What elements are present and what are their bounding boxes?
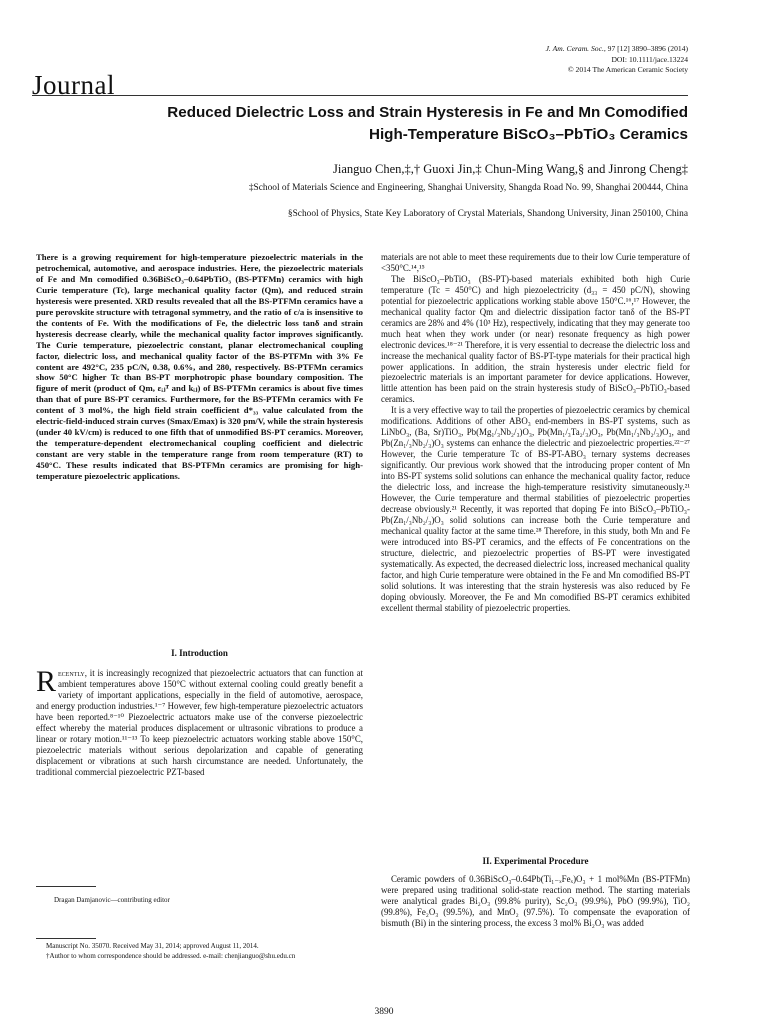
- copyright: © 2014 The American Ceramic Society: [567, 65, 688, 74]
- page-number: 3890: [374, 1007, 394, 1017]
- editor-note: Dragan Damjanovic—contributing editor: [54, 896, 170, 904]
- intro-text: [36, 665, 363, 778]
- intro-body: , it is increasingly recognized that piezoelectric actuators that can function at ambient temperatures above 150°C without external cooling could greatly benefit a variety of important applications, especially in the field of automotive, aerospace, and energy production industries.¹⁻⁷ However, few high-temperature piezoelectric actuators have been reported.⁸⁻¹⁰ Piezoelectric actuators make use of the converse piezoelectric effect whereby the material produces displacement or ultrasonic vibrations to produce a linear or rotary motion.¹¹⁻¹³ To keep piezoelectric actuators working stable above 150°C, piezoelectric materials without serious depolarization and capable of generating displacement or vibrations at such harsh circumstance are needed. Unfortunately, the traditional commercial piezoelectric PZT-based: [36, 668, 363, 777]
- experimental-heading: II. Experimental Procedure: [482, 856, 589, 866]
- journal-abbrev: J. Am. Ceram. Soc.: [545, 44, 604, 53]
- affiliation-1: ‡School of Materials Science and Engineering, Shanghai University, Shangda Road No. 99, Shanghai 200444, China: [248, 183, 688, 193]
- title-line-2: High-Temperature BiScO₃–PbTiO₃ Ceramics: [368, 126, 688, 143]
- footnote-rule-2: [36, 938, 96, 939]
- right-column: [381, 252, 690, 613]
- intro-heading: I. Introduction: [171, 648, 228, 658]
- paragraph-3: It is a very effective way to tail the properties of piezoelectric ceramics by chemical modifications. Additions of other ABO₃ end-members in BS-PT systems, such as LiNbO₃, (Ba, Sr)TiO₃, Pb(Mg₁/₃Nb₂/₃)O₃, Pb(Mn₁/₃Ta₂/₃)O₃, Pb(Mn₁/₃Nb₂/₃)O₃, and Pb(Zn₁/₃Nb₂/₃)O₃ systems can enhance the dielectric and piezoelectric properties.²²⁻²⁷ However, the Curie temperature Tc of BS-PT-ABO₃ ternary systems decreases significantly. Our previous work showed that the introducing proper content of Mn into BS-PT systems solid solutions can enhance the mechanical quality factor, reduce the dielectric loss, and increase the high-temperature resistivity simutaneously.²¹ However, the Curie temperature and thermal stabilities of piezoelectric properties decrease obviously.²¹ Recently, it was reported that doping Fe into BiScO₃–PbTiO₃-Pb(Zn₁/₃Nb₂/₃)O₃ solid solutions can increase both the Curie temperature and mechanical quality factor at the same time.²⁸ Therefore, in this study, both Mn and Fe were introduced into BS-PT ceramics, and the effects of Fe concentrations on the structure, dielectric, and piezoelectric properties of BS-PT were investigated systematically. As expected, the decreased dielectric loss, increased mechanical quality factor, and high Curie temperature were obtained in the Fe and Mn comodified BS-PT solid solutions. It was interesting that the strain hysteresis was also reduced by Fe doping obviously. Moreover, the Fe and Mn comodified BS-PT ceramics exhibited excellent thermal stability of piezoelectric properties.: [381, 405, 690, 613]
- journal-logo: Journal: [32, 70, 115, 100]
- citation-volume: , 97 [12] 3890–3896 (2014): [603, 44, 688, 53]
- title-line-1: Reduced Dielectric Loss and Strain Hysteresis in Fe and Mn Comodified: [167, 104, 688, 121]
- affiliation-2: §School of Physics, State Key Laboratory of Crystal Materials, Shandong University, Jinan 250100, China: [287, 209, 688, 219]
- abstract: There is a growing requirement for high-temperature piezoelectric materials in the petrochemical, automotive, and aerospace industries. Here, the piezoelectric materials of Fe and Mn comodified 0.36BiScO₃–0.64PbTiO₃ (BS-PTFMn) ceramics with high Curie temperature (Tc), large mechanical quality factor (Qm), and reduced strain hysteresis were presented. XRD results revealed that all the BS-PTFMn ceramics have a pure perovskite structure with tetragonal symmetry, and the ratio of c/a is insensitive to the contents of Fe. With the modifications of Fe, the dielectric loss tanδ and strain hysteresis decrease clearly, while the mechanical quality factor improves significantly. The Curie temperature, piezoelectric constant, planar electromechanical coupling factor, dielectric loss, and mechanical quality factor of the BS-PTFMn with 3% Fe content are 492°C, 235 pC/N, 0.38, 0.6%, and 280, respectively. BS-PTFMn ceramics show 50°C higher Tc than BS-PT morphotropic phase boundary composition. The figure of merit (product of Qm, εᵢⱼᵀ and kᵢⱼ) of BS-PTFMn ceramics is about five times than that of pure BS-PT ceramics. Furthermore, for the BS-PTFMn ceramics with Fe content of 3 mol%, the high field strain coefficient d*₃₃ value calculated from the electric-field-induced strain curves (Smax/Emax) is 320 pm/V, while the strain hysteresis (under 40 kV/cm) is reduced to one fifth that of unmodified BS-PT ceramics. Moreover, the temperature-dependent electromechanical coupling coefficient and dielectric constant are very stable in the temperature range from room temperature (RT) to 450°C. These results indicated that BS-PTFMn ceramics are promising for high-temperature piezoelectric applications.: [36, 252, 363, 482]
- intro-lead-word: ecently: [58, 668, 85, 678]
- citation-line: [546, 44, 688, 55]
- author-note: †Author to whom correspondence should be addressed. e-mail: chenjianguo@shu.edu.cn: [46, 952, 296, 960]
- paragraph-1: materials are not able to meet these requirements due to their low Curie temperature of <350°C.¹⁴,¹⁵: [381, 252, 690, 273]
- article-title: [80, 102, 688, 146]
- header-rule: [32, 95, 688, 96]
- authors: Jianguo Chen,‡,† Guoxi Jin,‡ Chun-Ming Wang,§ and Jinrong Cheng‡: [333, 162, 688, 176]
- dropcap: R: [36, 665, 57, 698]
- citation-block: [546, 44, 688, 76]
- paragraph-2: The BiScO₃–PbTiO₃ (BS-PT)-based materials exhibited both high Curie temperature (Tc = 450°C) and high piezoelectricity (d₃₃ = 450 pC/N), showing potential for piezoelectric applications working stable above 150°C.¹⁶,¹⁷ However, the mechanical quality factor Qm and dielectric dissipation factor tanδ of the BS-PT ceramics are 28% and 4% (10³ Hz), respectively, indicating that they may generate too much heat when they work under (or near) resonate frequency as high power electronic devices.¹⁸⁻²¹ Therefore, it is very essential to decrease the dielectric loss and increase the mechanical quality factor of BS-PT-type materials for their practical high power applications. In addition, the strain hysteresis under electric field for piezoelectric materials is an important parameter for device applications. However, little attention has been paid on the strain hysteresis study of BiScO₃–PbTiO₃-based ceramics.: [381, 273, 690, 405]
- footnote-rule: [36, 886, 96, 887]
- doi: DOI: 10.1111/jace.13224: [611, 54, 688, 64]
- manuscript-note: Manuscript No. 35070. Received May 31, 2014; approved August 11, 2014.: [46, 942, 259, 950]
- experimental-text: Ceramic powders of 0.36BiScO₃–0.64Pb(Ti₁₋ₓFeₓ)O₃ + 1 mol%Mn (BS-PTFMn) were prepared using traditional solid-state reaction method. The starting materials were analytical grades Bi₂O₃ (99.8% purity), Sc₂O₃ (99.9%), PbO (99.9%), TiO₂ (99.8%), Fe₂O₃ (99.5%), and MnO₂ (97.5%). To compensate the evaporation of bismuth (Bi) in the sintering process, the excess 3 mol% Bi₂O₃ was added: [381, 874, 690, 928]
